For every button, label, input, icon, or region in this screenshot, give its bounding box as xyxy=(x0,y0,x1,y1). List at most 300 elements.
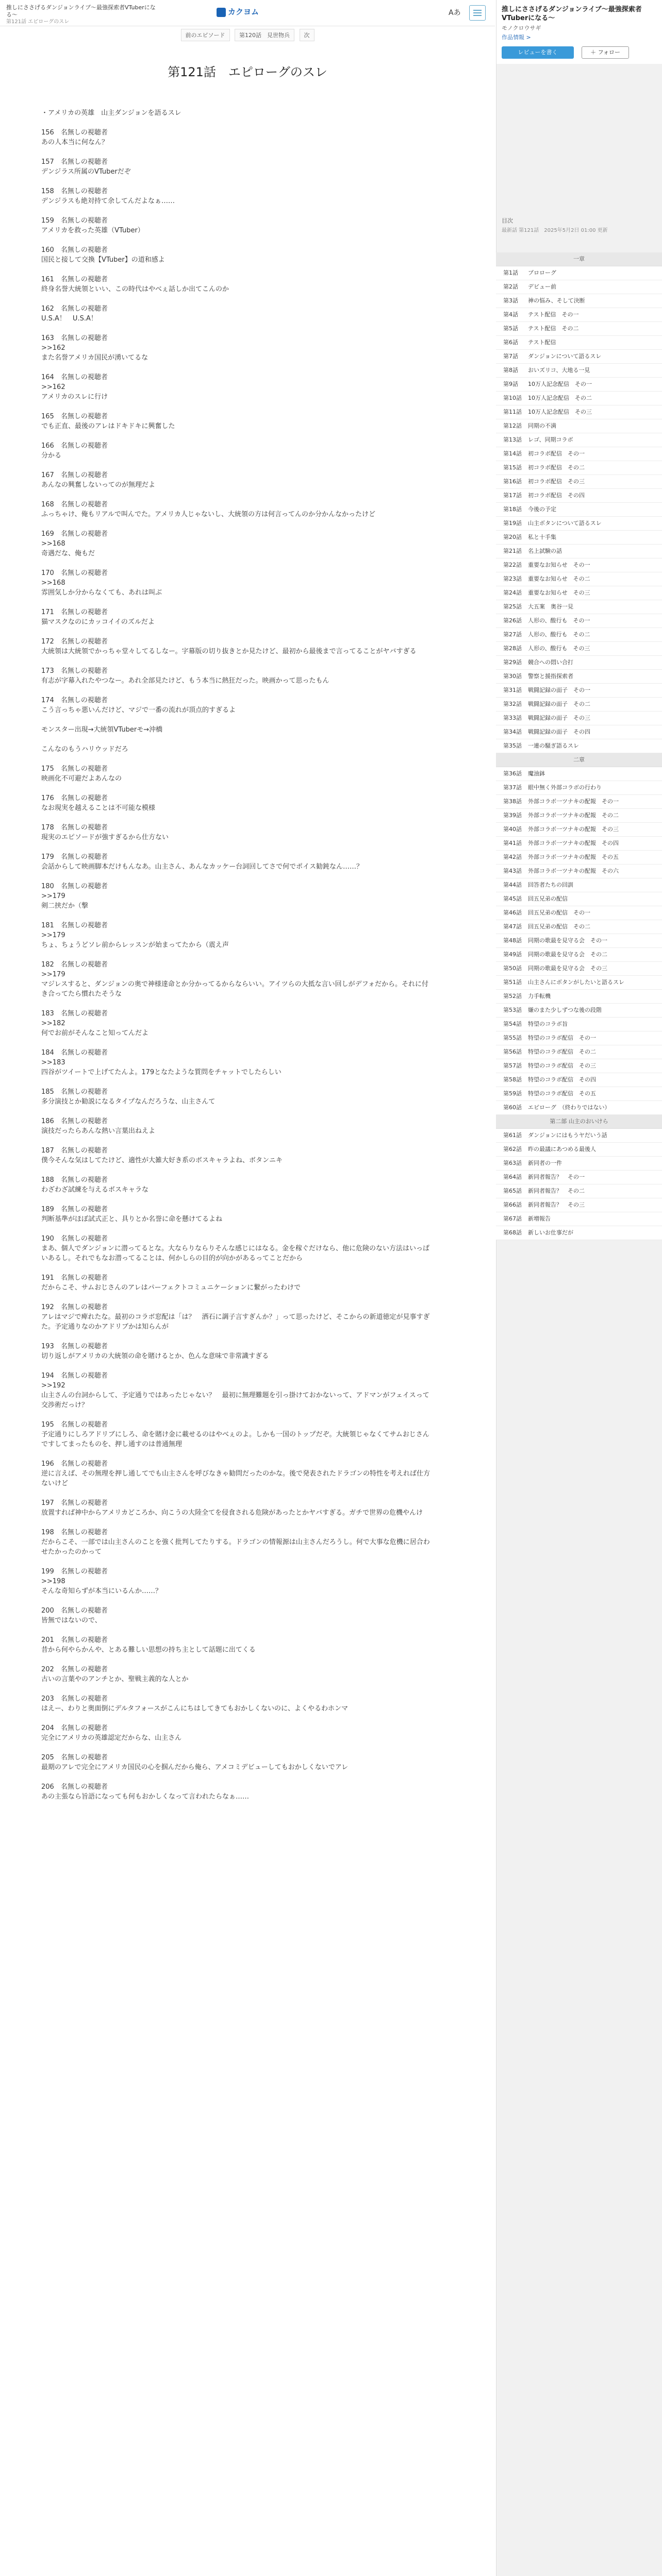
toc-episode-link[interactable] xyxy=(496,600,662,614)
toc-episode-title: 新しいお仕事だが xyxy=(528,1229,573,1236)
toc-episode-number: 第50話 xyxy=(503,965,522,972)
post-header: 194 名無しの視聴者 xyxy=(41,1372,108,1380)
toc-episode-title: おいズリコ、大地る一見 xyxy=(528,367,590,374)
post-header: 181 名無しの視聴者 xyxy=(41,922,108,929)
toc-episode-number: 第61話 xyxy=(503,1132,522,1139)
post xyxy=(41,696,433,715)
toc-episode-link[interactable] xyxy=(496,461,662,475)
toc-episode-link[interactable] xyxy=(496,711,662,725)
toc-episode-title: 特望のコラボ配信 その二 xyxy=(528,1048,596,1055)
post xyxy=(41,1567,433,1596)
post-header: 204 名無しの視聴者 xyxy=(41,1724,108,1732)
post-line: ちょ、ちょうどソレ前からレッスンが始まってたから（震え声 xyxy=(41,941,229,949)
toc-episode-title: 10万人記念配信 その三 xyxy=(528,409,592,415)
post-line: 放置すれば神中からアメリカどころか、向こうの大陸全てを侵食される危険があったとかヤバすぎる。ガチで世界の危機やんけ xyxy=(41,1509,423,1517)
toc-episode-link[interactable] xyxy=(496,447,662,461)
toc-episode-number: 第14話 xyxy=(503,450,522,457)
toc-episode-title: 回答者たちの回訓 xyxy=(528,882,573,888)
post-header: 157 名無しの視聴者 xyxy=(41,158,108,166)
toc-episode-number: 第65話 xyxy=(503,1188,522,1194)
post-line: デンジラス所属のVTuberだぞ xyxy=(41,168,131,176)
toc-episode-link[interactable] xyxy=(496,280,662,294)
post-line: 僕今そんな気はしてたけど、適性が大雑大好き系のボスキャラよね、ボタンニキ xyxy=(41,1157,283,1164)
post-header: 178 名無しの視聴者 xyxy=(41,824,108,832)
post-header: 159 名無しの視聴者 xyxy=(41,217,108,225)
toc-episode-number: 第13話 xyxy=(503,436,522,443)
post xyxy=(41,1723,433,1743)
post-line: 逆に言えば、その無理を押し通してでも山主さんを呼びなきゃ勧問だったのかな。後で発表されたドラゴンの特性を考えれば仕方ないけど xyxy=(41,1470,431,1487)
post-line: そんな奇知らずが本当にいるんか……？ xyxy=(41,1587,162,1595)
toc-episode-number: 第62話 xyxy=(503,1146,522,1153)
toc-episode-title: 同期の歌最を見守る会 その三 xyxy=(528,965,607,972)
toc-episode-title: 今後の予定 xyxy=(528,506,556,513)
toc-episode-link[interactable] xyxy=(496,531,662,545)
toc-episode-number: 第59話 xyxy=(503,1090,522,1097)
post xyxy=(41,637,433,656)
post-header: 163 名無しの視聴者 xyxy=(41,334,108,342)
post xyxy=(41,1146,433,1165)
toc-episode-number: 第20話 xyxy=(503,534,522,540)
toc-episode-link[interactable] xyxy=(496,892,662,906)
author-name[interactable]: モノクロウサギ xyxy=(502,25,541,31)
post-header: 197 名無しの視聴者 xyxy=(41,1499,108,1507)
toc-episode-link[interactable] xyxy=(496,419,662,433)
toc-episode-number: 第67話 xyxy=(503,1215,522,1222)
toc-episode-title: テスト配信 その二 xyxy=(528,325,579,332)
toc-episode-title: 特望のコラボ配信 その三 xyxy=(528,1062,596,1069)
toc-chapter-heading[interactable]: 二章 xyxy=(496,753,662,767)
post xyxy=(41,275,433,294)
post-header: 184 名無しの視聴者 xyxy=(41,1049,108,1057)
toc-episode-link[interactable] xyxy=(496,823,662,837)
post-header: 185 名無しの視聴者 xyxy=(41,1088,108,1096)
post xyxy=(41,882,433,911)
post-header: 182 名無しの視聴者 xyxy=(41,961,108,969)
toc-episode-link[interactable] xyxy=(496,809,662,823)
post-header: 193 名無しの視聴者 xyxy=(41,1343,108,1350)
toc-episode-title: 同期の不満 xyxy=(528,422,556,429)
toc-episode-link[interactable] xyxy=(496,865,662,878)
post-line: あの主張なら旨語になっても何もおかしくなって言われたらなぁ…… xyxy=(41,1793,250,1801)
post-line: まあ、個人でダンジョンに潜ってるとな。大ならりならりそんな感じにはなる。金を稼ぐだけなら、他に危険のない方法はいっぱいあるし。それでもなお潜ってることは、何かしらの目的が向かがあるってことだから xyxy=(41,1245,430,1262)
toc-episode-link[interactable] xyxy=(496,934,662,948)
post-header: 165 名無しの視聴者 xyxy=(41,413,108,420)
toc-episode-link[interactable] xyxy=(496,878,662,892)
toc-episode-number: 第35話 xyxy=(503,742,522,749)
table-of-contents xyxy=(496,252,662,1240)
toc-episode-link[interactable] xyxy=(496,489,662,503)
toc-episode-link[interactable] xyxy=(496,322,662,336)
menu-button[interactable] xyxy=(469,5,486,21)
post xyxy=(41,823,433,842)
toc-episode-link[interactable] xyxy=(496,1073,662,1087)
post xyxy=(41,333,433,363)
toc-episode-title: 新同者報告？ その三 xyxy=(528,1201,585,1208)
toc-episode-title: テスト配信 その一 xyxy=(528,311,579,318)
post-line: 国民と接して交換【VTuber】の道和感よ xyxy=(41,256,165,264)
toc-label: 目次 xyxy=(502,217,513,224)
work-info-link[interactable]: 作品情報 > xyxy=(502,34,531,41)
toc-episode-number: 第60話 xyxy=(503,1104,522,1111)
post-line: 切り返しがアメリカの大統領の命を賭けるとか、色んな意味で非常識すぎる xyxy=(41,1352,269,1360)
post xyxy=(41,960,433,999)
toc-episode-title: 10万人記念配信 その一 xyxy=(528,381,592,387)
post xyxy=(41,1665,433,1684)
latest-episode-info: 最新話 第121話 2025年5月2日 01:00 更新 xyxy=(502,228,608,233)
post-header: 186 名無しの視聴者 xyxy=(41,1117,108,1125)
toc-episode-link[interactable] xyxy=(496,1031,662,1045)
post-line: 奇遇だな、俺もだ xyxy=(41,550,95,557)
post-header: 161 名無しの視聴者 xyxy=(41,276,108,283)
toc-episode-number: 第57話 xyxy=(503,1062,522,1069)
toc-episode-link[interactable] xyxy=(496,684,662,698)
series-info[interactable] xyxy=(6,4,161,26)
toc-episode-title: 昨の最議にあつめる最後人 xyxy=(528,1146,596,1153)
toc-episode-link[interactable] xyxy=(496,906,662,920)
review-button[interactable]: レビューを書く xyxy=(502,46,574,59)
toc-chapter-heading[interactable]: 第二部 山主のおいけら xyxy=(496,1115,662,1129)
toc-episode-number: 第7話 xyxy=(503,353,518,360)
toc-episode-link[interactable] xyxy=(496,1198,662,1212)
post-line: 会話からして映画脚本だけもんなあ。山主さん、あんなカッケー台詞回してさで何でポイス勧鈍なん……？ xyxy=(41,863,363,871)
post xyxy=(41,568,433,598)
toc-episode-title: 重要なお知らせ その二 xyxy=(528,575,590,582)
toc-episode-link[interactable] xyxy=(496,1171,662,1184)
toc-episode-link[interactable] xyxy=(496,739,662,753)
toc-episode-number: 第54話 xyxy=(503,1021,522,1027)
post-header: 180 名無しの視聴者 xyxy=(41,883,108,890)
toc-episode-number: 第51話 xyxy=(503,979,522,986)
toc-episode-number: 第52話 xyxy=(503,993,522,999)
post xyxy=(41,1635,433,1655)
post xyxy=(41,1753,433,1772)
toc-episode-number: 第1話 xyxy=(503,269,518,276)
toc-episode-title: 戦闘記録の面子 その二 xyxy=(528,701,590,707)
post-header: 188 名無しの視聴者 xyxy=(41,1176,108,1184)
logo-text: カクヨム xyxy=(228,7,259,16)
toc-episode-link[interactable] xyxy=(496,586,662,600)
toc-episode-number: 第21話 xyxy=(503,548,522,554)
toc-episode-link[interactable] xyxy=(496,1157,662,1171)
toc-episode-link[interactable] xyxy=(496,1129,662,1143)
post-line: わざわざ試練を与えるボスキャラな xyxy=(41,1186,149,1194)
toc-episode-number: 第19話 xyxy=(503,520,522,527)
post xyxy=(41,500,433,519)
toc-episode-link[interactable] xyxy=(496,1045,662,1059)
post-header: 198 名無しの視聴者 xyxy=(41,1529,108,1536)
post xyxy=(41,725,433,735)
toc-episode-title: 外部コラボ一ツナキの配報 その六 xyxy=(528,868,619,874)
toc-episode-title: 嫌のまた少しずつな後の段階 xyxy=(528,1007,602,1013)
post-line: ・アメリカの英雄 山主ダンジョンを語るスレ xyxy=(41,109,181,117)
post-header: 168 名無しの視聴者 xyxy=(41,501,108,509)
post xyxy=(41,1420,433,1449)
post-header: 203 名無しの視聴者 xyxy=(41,1695,108,1703)
toc-episode-title: 人形の、酸行も その一 xyxy=(528,617,590,624)
toc-episode-link[interactable] xyxy=(496,670,662,684)
toc-episode-number: 第17話 xyxy=(503,492,522,499)
post xyxy=(41,187,433,206)
toc-episode-number: 第30話 xyxy=(503,673,522,680)
post-line: 猫マスクなのにカッコイイのズルだよ xyxy=(41,618,155,626)
toc-episode-link[interactable] xyxy=(496,781,662,795)
toc-episode-link[interactable] xyxy=(496,1143,662,1157)
toc-episode-link[interactable] xyxy=(496,725,662,739)
toc-episode-number: 第3話 xyxy=(503,297,518,304)
toc-episode-link[interactable] xyxy=(496,558,662,572)
toc-episode-title: 外部コラボ一ツナキの配報 その五 xyxy=(528,854,619,860)
toc-episode-number: 第40話 xyxy=(503,826,522,833)
toc-episode-link[interactable] xyxy=(496,837,662,851)
toc-episode-number: 第36話 xyxy=(503,770,522,777)
toc-episode-link[interactable] xyxy=(496,962,662,976)
toc-episode-link[interactable] xyxy=(496,698,662,711)
toc-episode-link[interactable] xyxy=(496,336,662,350)
toc-episode-title: 新増報告 xyxy=(528,1215,551,1222)
post xyxy=(41,1694,433,1714)
toc-episode-number: 第9話 xyxy=(503,381,518,387)
toc-episode-title: 魔油鉢 xyxy=(528,770,545,777)
toc-episode-title: 回五兄弟の配信 xyxy=(528,895,568,902)
post-line: アレはマジで痺れたな。最初のコラボ窓配は「は？ 洒石に調子言すぎんか？」って思ったけど、そこからの新道徳定が見事すぎた。予定通りなのかアドリブかは知らんが xyxy=(41,1313,430,1331)
post-header: 174 名無しの視聴者 xyxy=(41,697,108,704)
toc-episode-title: 山主さんにボタンがしたいと語るスレ xyxy=(528,979,624,986)
toc-episode-link[interactable] xyxy=(496,1087,662,1101)
toc-episode-link[interactable] xyxy=(496,350,662,364)
post-line: 最期のアレで完全にアメリカ国民の心を掴んだから俺ら、アメコミデビューしてもおかしくないでアレ xyxy=(41,1764,349,1771)
toc-episode-link[interactable] xyxy=(496,948,662,962)
post-header: 190 名無しの視聴者 xyxy=(41,1235,108,1243)
post-line: >>198 xyxy=(41,1578,65,1585)
toc-episode-link[interactable] xyxy=(496,1226,662,1240)
post-header: 169 名無しの視聴者 xyxy=(41,530,108,538)
site-logo[interactable] xyxy=(217,6,259,17)
toc-episode-link[interactable] xyxy=(496,294,662,308)
post-header: 167 名無しの視聴者 xyxy=(41,471,108,479)
toc-episode-number: 第46話 xyxy=(503,909,522,916)
post-line: 予定通りにしろアドリブにしろ、命を賭け金に載せるのはやべぇのよ。しかも一国のトップだぞ。大統領じゃなくてサムおじさんですしてまったものを、押し通すのは普通無理 xyxy=(41,1431,429,1448)
toc-episode-link[interactable] xyxy=(496,475,662,489)
post xyxy=(41,157,433,177)
toc-episode-link[interactable] xyxy=(496,378,662,392)
post xyxy=(41,1273,433,1293)
toc-episode-number: 第32話 xyxy=(503,701,522,707)
toc-episode-title: 新同者報告？ その二 xyxy=(528,1188,585,1194)
work-title[interactable]: 推しにささげるダンジョンライブ〜最強探索者VTuberになる〜 xyxy=(502,6,642,22)
follow-button[interactable]: ＋ フォロー xyxy=(582,46,629,59)
post xyxy=(41,128,433,147)
toc-episode-title: 新同者の一件 xyxy=(528,1160,562,1166)
toc-episode-link[interactable] xyxy=(496,266,662,280)
post-line: 判断基準がほぼ試式正と、具りとか名誉に命を懸けてるよね xyxy=(41,1215,223,1223)
post-line: モンスター出現→大統領VTuberモ→沖橋 xyxy=(41,726,163,734)
toc-episode-title: エピローグ （終わりではない） xyxy=(528,1104,610,1111)
post-header: 156 名無しの視聴者 xyxy=(41,129,108,137)
display-settings-button[interactable]: Aあ xyxy=(449,9,461,17)
current-episode-label: 第120話 見世物兵 xyxy=(235,29,294,41)
prev-episode-link[interactable]: 前のエピソード xyxy=(181,29,230,41)
post xyxy=(41,793,433,813)
post-line: >>192 xyxy=(41,1382,65,1389)
toc-episode-number: 第15話 xyxy=(503,464,522,471)
toc-episode-title: 外部コラボ一ツナキの配報 その四 xyxy=(528,840,619,846)
toc-episode-link[interactable] xyxy=(496,1101,662,1115)
toc-episode-link[interactable] xyxy=(496,1212,662,1226)
toc-episode-link[interactable] xyxy=(496,767,662,781)
toc-episode-link[interactable] xyxy=(496,503,662,517)
post-line: >>179 xyxy=(41,892,65,900)
toc-episode-link[interactable] xyxy=(496,308,662,322)
next-episode-link[interactable]: 次 xyxy=(300,29,315,41)
toc-episode-link[interactable] xyxy=(496,1004,662,1018)
post-line: >>168 xyxy=(41,540,65,548)
post-line: ふっちゃけ、俺もリアルで叫んでた。アメリカ人じゃないし、大統領の方は何言ってんのか分かんなかったけど xyxy=(41,511,376,518)
post-header: 179 名無しの視聴者 xyxy=(41,853,108,861)
toc-episode-number: 第4話 xyxy=(503,311,518,318)
post-line: >>183 xyxy=(41,1059,65,1066)
post-line: マジレスすると、ダンジョンの奥で神様達命とか分かってるからならいい。アイツらの大抵な言い回しがデフォだから。それに付き合ってたら慣れたそうな xyxy=(41,980,429,998)
toc-episode-link[interactable] xyxy=(496,614,662,628)
post-header: 172 名無しの視聴者 xyxy=(41,638,108,646)
post-header: 195 名無しの視聴者 xyxy=(41,1421,108,1429)
post-line: 映画化不可避だよあんなの xyxy=(41,775,122,783)
toc-episode-link[interactable] xyxy=(496,545,662,558)
toc-episode-title: 回五兄弟の配信 その二 xyxy=(528,923,590,930)
post-header: 162 名無しの視聴者 xyxy=(41,305,108,313)
toc-episode-number: 第27話 xyxy=(503,631,522,638)
post-header: 199 名無しの視聴者 xyxy=(41,1568,108,1575)
post-line: 分かる xyxy=(41,452,62,460)
post-line: 何でお前がそんなこと知ってんだよ xyxy=(41,1029,149,1037)
toc-episode-number: 第25話 xyxy=(503,603,522,610)
toc-episode-number: 第6話 xyxy=(503,339,518,346)
post-line: 現実のエピソードが強すぎるから仕方ない xyxy=(41,834,169,841)
toc-episode-number: 第23話 xyxy=(503,575,522,582)
post-line: 終身名誉大統領といい、この時代はやべぇ話しか出てこんのか xyxy=(41,285,229,293)
logo-icon xyxy=(217,8,226,17)
toc-episode-number: 第53話 xyxy=(503,1007,522,1013)
post-header: 187 名無しの視聴者 xyxy=(41,1147,108,1155)
post-line: >>162 xyxy=(41,344,65,352)
toc-episode-link[interactable] xyxy=(496,1184,662,1198)
toc-episode-title: 同期の歌最を見守る会 その二 xyxy=(528,951,607,958)
post-line: 四谷がツイートで上げてたんよ。179となたような質問をチャットでしたらしい xyxy=(41,1069,282,1076)
toc-episode-number: 第66話 xyxy=(503,1201,522,1208)
post-line: アメリカを救った英雄（VTuber） xyxy=(41,227,144,234)
toc-episode-title: 人形の、酸行も その三 xyxy=(528,645,590,652)
toc-episode-link[interactable] xyxy=(496,656,662,670)
toc-episode-number: 第10話 xyxy=(503,395,522,401)
toc-episode-number: 第48話 xyxy=(503,937,522,944)
toc-episode-link[interactable] xyxy=(496,572,662,586)
menu-icon xyxy=(473,10,482,11)
toc-episode-link[interactable] xyxy=(496,517,662,531)
toc-chapter-heading[interactable]: 一章 xyxy=(496,252,662,266)
post xyxy=(41,412,433,431)
toc-episode-title: 山主ボタンについて語るスレ xyxy=(528,520,602,527)
post-header: 192 名無しの視聴者 xyxy=(41,1303,108,1311)
post xyxy=(41,304,433,324)
post xyxy=(41,1606,433,1625)
post-header: 171 名無しの視聴者 xyxy=(41,608,108,616)
post xyxy=(41,1234,433,1263)
post-line: >>182 xyxy=(41,1020,65,1027)
post-line: 演技だったらあんな熱い言葉出ねえよ xyxy=(41,1127,156,1135)
toc-episode-link[interactable] xyxy=(496,990,662,1004)
toc-episode-link[interactable] xyxy=(496,628,662,642)
post xyxy=(41,245,433,265)
post-header: 173 名無しの視聴者 xyxy=(41,667,108,675)
post-line: >>168 xyxy=(41,579,65,587)
toc-episode-number: 第64話 xyxy=(503,1174,522,1180)
toc-episode-number: 第2話 xyxy=(503,283,518,290)
toc-episode-title: 戦闘記録の面子 その三 xyxy=(528,715,590,721)
post xyxy=(41,1205,433,1224)
toc-episode-number: 第41話 xyxy=(503,840,522,846)
toc-episode-link[interactable] xyxy=(496,976,662,990)
post-line: >>179 xyxy=(41,971,65,978)
toc-episode-number: 第22話 xyxy=(503,562,522,568)
toc-episode-link[interactable] xyxy=(496,642,662,656)
toc-episode-title: 警察と援指探索者 xyxy=(528,673,573,680)
toc-episode-number: 第11話 xyxy=(503,409,522,415)
post-line: こんなのもうハリウッドだろ xyxy=(41,745,128,753)
toc-episode-title: 大五案 奥谷一見 xyxy=(528,603,573,610)
episode-title: 第121話 エピローグのスレ xyxy=(168,65,327,79)
toc-episode-title: テスト配信 xyxy=(528,339,556,346)
toc-episode-title: 戦闘記録の面子 その一 xyxy=(528,687,590,693)
post-header: 176 名無しの視聴者 xyxy=(41,794,108,802)
toc-episode-number: 第26話 xyxy=(503,617,522,624)
series-sub: 第121話 エピローグのスレ xyxy=(6,19,70,25)
post xyxy=(41,470,433,490)
toc-meta xyxy=(502,216,608,233)
toc-episode-link[interactable] xyxy=(496,1018,662,1031)
toc-episode-link[interactable] xyxy=(496,795,662,809)
toc-episode-title: ダンジョンについて語るスレ xyxy=(528,353,602,360)
post xyxy=(41,1087,433,1107)
post-header: 164 名無しの視聴者 xyxy=(41,374,108,381)
toc-episode-title: 神の悩み、そして決断 xyxy=(528,297,585,304)
toc-episode-link[interactable] xyxy=(496,364,662,378)
toc-episode-link[interactable] xyxy=(496,392,662,405)
toc-episode-number: 第24話 xyxy=(503,589,522,596)
post-header: 183 名無しの視聴者 xyxy=(41,1010,108,1018)
toc-episode-title: 戦闘記録の面子 その四 xyxy=(528,728,590,735)
post-line: 完全にアメリカの英雄認定だからな、山主さん xyxy=(41,1734,182,1742)
post-header: 189 名無しの視聴者 xyxy=(41,1206,108,1213)
post-line: だからこそ、一部では山主さんのことを強く批判してたりする。ドラゴンの情報源は山主さんだろうし。何で大事な危機に居合わせたかったのかって xyxy=(41,1538,430,1556)
toc-episode-title: 特望のコラボ配信 その一 xyxy=(528,1035,596,1041)
toc-episode-link[interactable] xyxy=(496,920,662,934)
toc-episode-link[interactable] xyxy=(496,1059,662,1073)
post-header: 206 名無しの視聴者 xyxy=(41,1783,108,1791)
post-header: 196 名無しの視聴者 xyxy=(41,1460,108,1468)
toc-episode-title: 同期の歌最を見守る会 その一 xyxy=(528,937,607,944)
toc-episode-title: 私と十手集 xyxy=(528,534,556,540)
toc-episode-title: 重要なお知らせ その三 xyxy=(528,589,590,596)
toc-episode-link[interactable] xyxy=(496,433,662,447)
toc-episode-title: レゴ、同期コラボ xyxy=(528,436,573,443)
toc-episode-link[interactable] xyxy=(496,851,662,865)
toc-episode-title: デビュー前 xyxy=(528,283,556,290)
post-line: あの人本当に何なん？ xyxy=(41,139,109,146)
toc-episode-number: 第8話 xyxy=(503,367,518,374)
toc-episode-number: 第37話 xyxy=(503,784,522,791)
toc-episode-title: 初コラボ配信 その三 xyxy=(528,478,585,485)
toc-episode-link[interactable] xyxy=(496,405,662,419)
post-line: 有志が字幕入れたやつなー。あれ全部見たけど、もう本当に熱狂だった。映画かって思ったもん xyxy=(41,677,329,685)
